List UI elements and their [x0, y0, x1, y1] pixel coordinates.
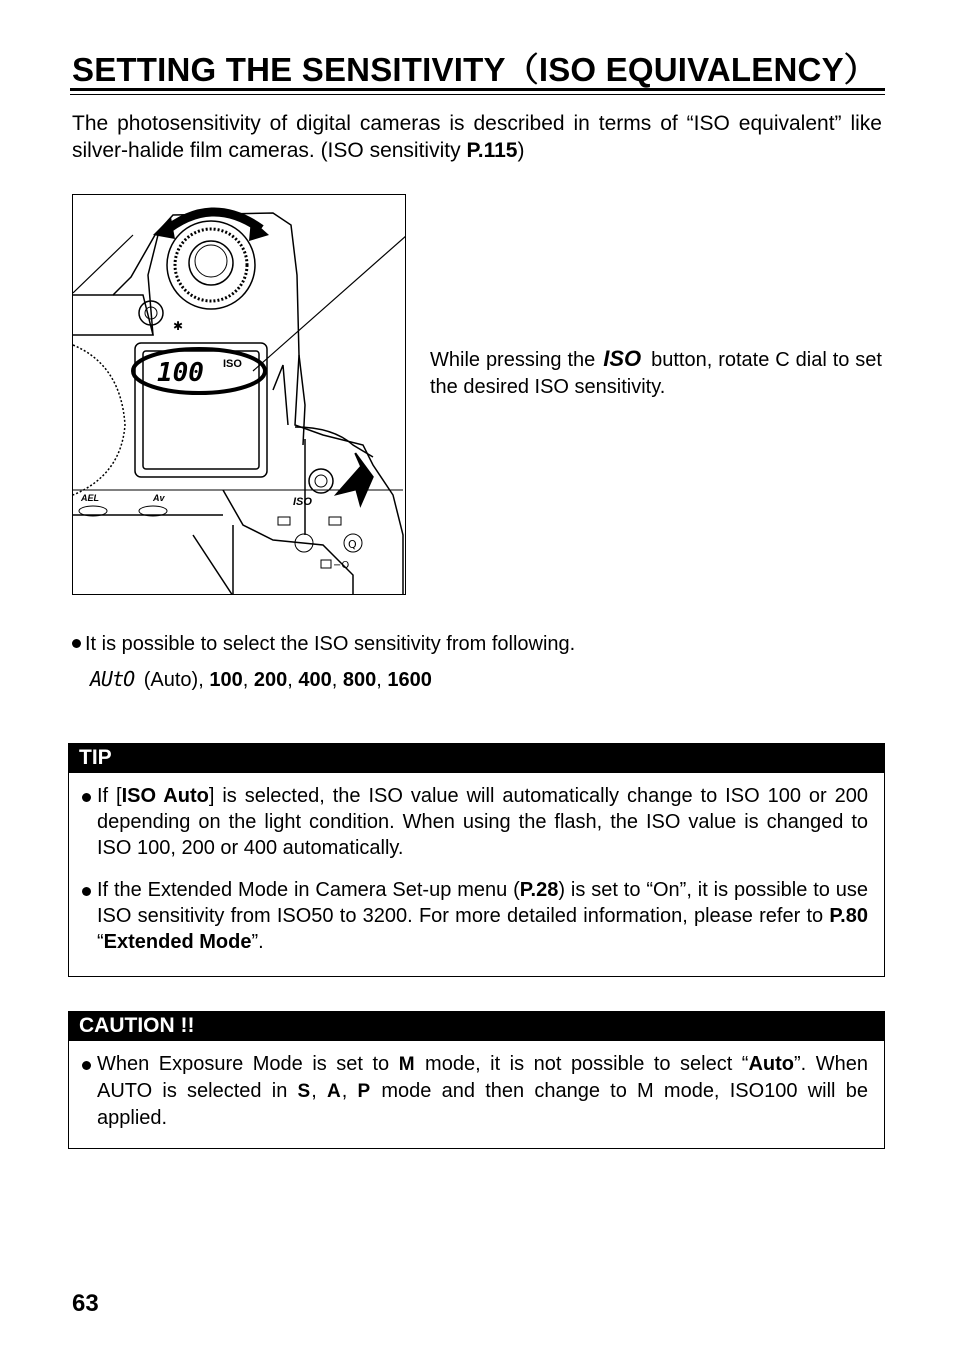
- tip-heading: TIP: [69, 744, 884, 773]
- page-title: SETTING THE SENSITIVITY（ISO EQUIVALENCY）: [72, 51, 877, 88]
- iso-button-icon: [309, 469, 333, 493]
- lcd-iso-value: 100: [157, 358, 204, 388]
- rotation-arrow-icon: [153, 212, 269, 241]
- svg-text:AEL: AEL: [81, 493, 99, 503]
- caution-heading: CAUTION !!: [69, 1012, 884, 1041]
- tip-item: If [ISO Auto] is selected, the ISO value will automatically change to ISO 100 or 200 depending on the light condition. When using the flash, the ISO value is changed to ISO 100, 200 or 400 automatically.: [79, 783, 868, 861]
- svg-text:✱: ✱: [173, 319, 184, 333]
- bullet-icon: [82, 793, 91, 802]
- iso-button-label: ISO: [293, 496, 312, 508]
- iso-button-icon: ISO: [603, 346, 642, 371]
- control-dial-icon: [167, 221, 255, 309]
- caution-item: When Exposure Mode is set to M mode, it is not possible to select “Auto”. When AUTO is selected in S, A, P mode and then change to M mode, ISO100 will be applied.: [79, 1051, 868, 1131]
- auto-lcd-glyph: AUtO: [90, 667, 135, 691]
- intro-paragraph: The photosensitivity of digital cameras is described in terms of “ISO equivalent” like silver-halide film cameras. (ISO sensitivity P.115): [72, 112, 882, 162]
- page-reference[interactable]: P.80: [829, 905, 868, 927]
- title-rule-thin: [70, 94, 885, 95]
- svg-text:Q: Q: [348, 538, 357, 551]
- iso-value-list: AUtO (Auto), 100, 200, 400, 800, 1600: [90, 667, 432, 691]
- bullet-icon: [72, 639, 81, 648]
- caution-box: [68, 1011, 885, 1149]
- bullet-icon: [82, 1061, 91, 1070]
- page-reference[interactable]: P.115: [466, 139, 518, 162]
- bullet-icon: [82, 887, 91, 896]
- lcd-iso-label: ISO: [223, 358, 242, 370]
- figure-caption: While pressing the ISO button, rotate C dial to set the desired ISO sensitivity.: [430, 346, 882, 398]
- select-note: It is possible to select the ISO sensitivity from following.: [72, 630, 882, 658]
- page-number: 63: [72, 1290, 99, 1317]
- camera-illustration: [72, 194, 406, 595]
- page-reference[interactable]: P.28: [519, 879, 559, 901]
- tip-item: If the Extended Mode in Camera Set-up menu (P.28) is set to “On”, it is possible to use ISO sensitivity from ISO50 to 3200. For more detailed information, please refer to P.80 “Extended Mode”.: [79, 877, 868, 955]
- svg-text:Av: Av: [153, 493, 165, 503]
- title-rule-thick: [70, 88, 885, 91]
- svg-text:−Q: −Q: [333, 560, 350, 571]
- tip-box: [68, 743, 885, 977]
